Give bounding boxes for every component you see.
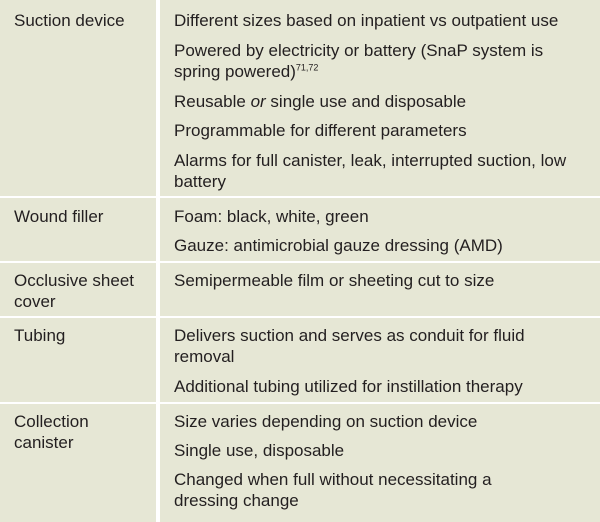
suction-item-alarms: Alarms for full canister, leak, interrupted suction, low battery bbox=[174, 151, 567, 191]
tubing-item-suction: Delivers suction and serves as conduit for fluid removal bbox=[174, 326, 525, 366]
filler-item-gauze: Gauze: antimicrobial gauze dressing (AMD) bbox=[174, 236, 503, 255]
tubing-item-instillation: Additional tubing utilized for instillation therapy bbox=[174, 377, 523, 396]
cover-item-film: Semipermeable film or sheeting cut to size bbox=[174, 271, 495, 290]
row-divider bbox=[0, 196, 600, 198]
suction-item-reusable-text: Reusable bbox=[174, 92, 251, 111]
suction-item-sizes: Different sizes based on inpatient vs outpatient use bbox=[174, 11, 559, 30]
category-suction-device: Suction device bbox=[14, 11, 125, 30]
row-divider bbox=[0, 316, 600, 318]
row-divider bbox=[0, 402, 600, 404]
category-wound-filler: Wound filler bbox=[14, 207, 104, 226]
canister-item-single-use: Single use, disposable bbox=[174, 441, 345, 460]
citation-superscript: 71,72 bbox=[295, 62, 319, 73]
category-tubing: Tubing bbox=[14, 326, 66, 345]
suction-item-reusable-tail: single use and disposable bbox=[265, 92, 467, 111]
suction-item-power bbox=[174, 40, 584, 82]
suction-item-reusable bbox=[174, 91, 594, 112]
suction-item-power-text: Powered by electricity or battery (SnaP system is spring powered) bbox=[174, 41, 544, 81]
row-divider bbox=[0, 261, 600, 263]
suction-item-programmable: Programmable for different parameters bbox=[174, 121, 467, 140]
category-occlusive-sheet-cover: Occlusive sheet cover bbox=[14, 271, 134, 311]
emphasis-or: or bbox=[250, 92, 266, 111]
category-collection-canister: Collection canister bbox=[14, 412, 89, 452]
filler-item-foam: Foam: black, white, green bbox=[174, 207, 369, 226]
canister-item-changed: Changed when full without necessitating a dressing change bbox=[174, 470, 492, 510]
canister-item-size: Size varies depending on suction device bbox=[174, 412, 478, 431]
